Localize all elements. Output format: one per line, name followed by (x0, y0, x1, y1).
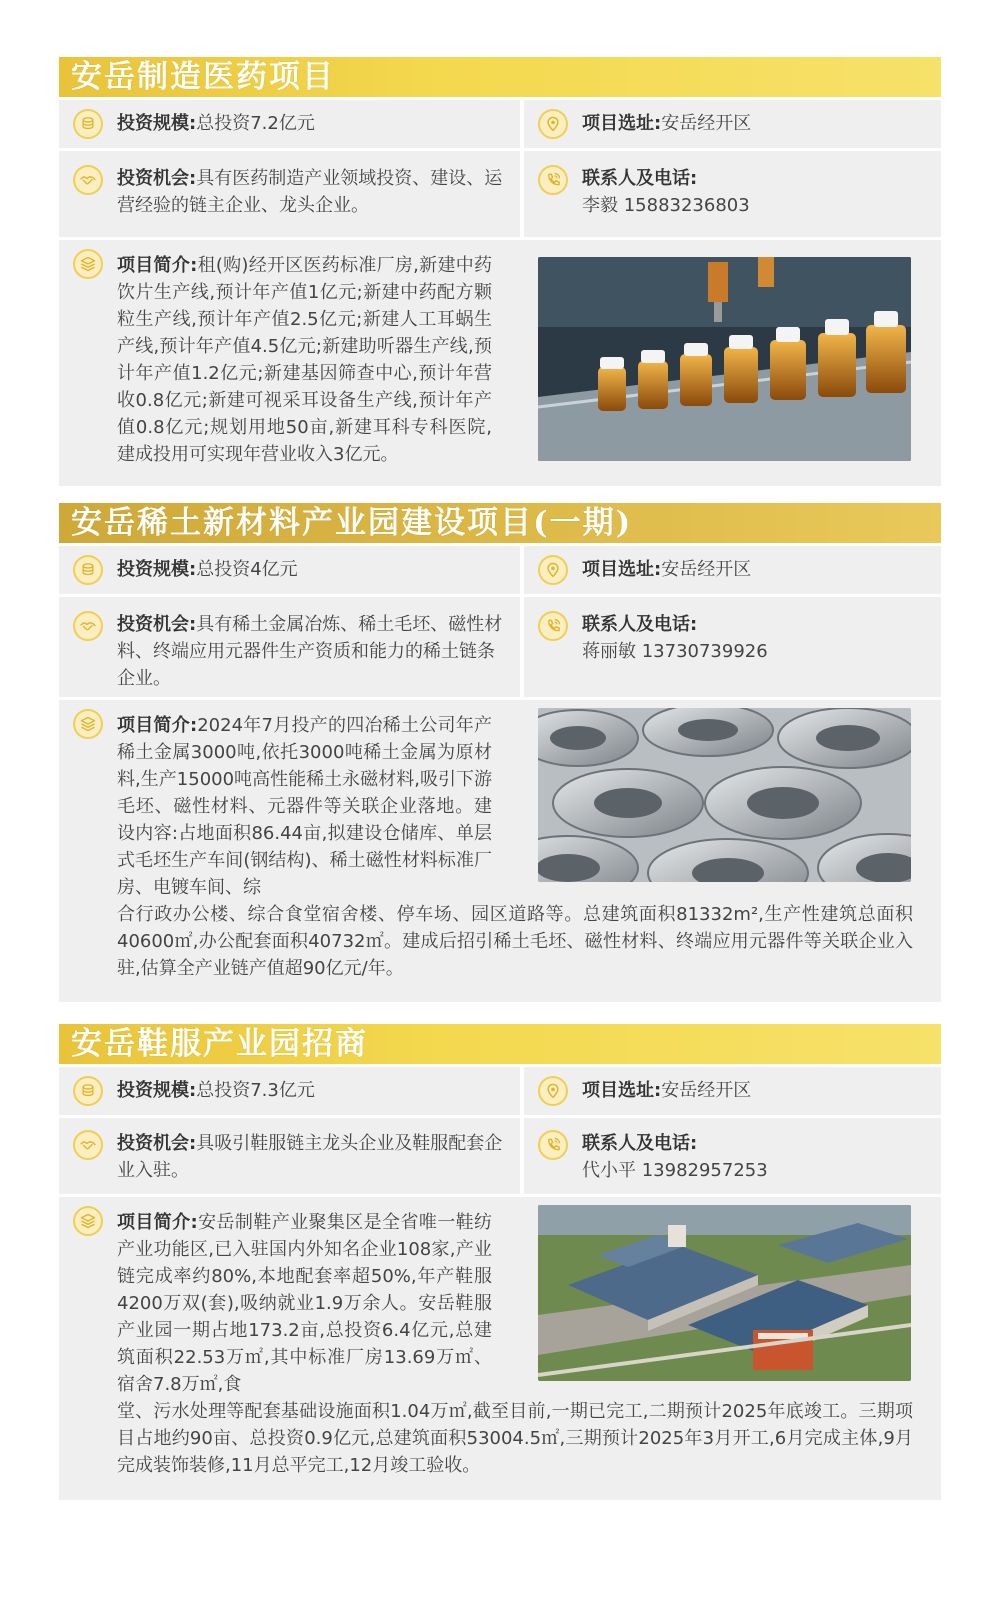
coins-icon (73, 555, 103, 585)
scale-cell (59, 1067, 520, 1115)
layers-icon (73, 249, 103, 279)
opportunity-value: 具有稀土金属冶炼、稀土毛坯、磁性材料、终端应用元器件生产资质和能力的稀土链条企业。 (117, 614, 503, 689)
scale-label: 投资规模: (117, 1080, 197, 1101)
opportunity-cell (59, 1118, 520, 1194)
scale-cell (59, 100, 520, 148)
site-cell (524, 1067, 941, 1115)
location-pin-icon (538, 555, 568, 585)
scale-value: 总投资4亿元 (196, 559, 298, 580)
summary-value: 租(购)经开区医药标准厂房,新建中药饮片生产线,预计年产值1亿元;新建中药配方颗粒生产线,预计年产值2.5亿元;新建人工耳蜗生产线,预计年产值4.5亿元;新建助听器生产线,预计年产值1.2亿元;新建基因筛查中心,预计年营收0.8亿元;新建可视采耳设备生产线,预计年产值0.8亿元;规划用地50亩,新建耳科专科医院,建成投用可实现年营业收入3亿元。 (117, 255, 492, 465)
summary-cell (59, 1197, 941, 1500)
summary-label: 项目简介: (117, 1212, 198, 1233)
opportunity-label: 投资机会: (117, 1133, 197, 1154)
opportunity-cell (59, 597, 520, 697)
summary-label: 项目简介: (117, 715, 198, 736)
project-title-bar (59, 1024, 941, 1064)
handshake-icon (73, 611, 103, 641)
project-title: 安岳制造医药项目 (71, 59, 335, 95)
opportunity-label: 投资机会: (117, 168, 197, 189)
industrial-park-aerial-photo (538, 1205, 911, 1381)
opportunity-label: 投资机会: (117, 614, 197, 635)
summary-value: 安岳制鞋产业聚集区是全省唯一鞋纺产业功能区,已入驻国内外知名企业108家,产业链完成率约80%,本地配套率超50%,年产鞋服4200万双(套),吸纳就业1.9万余人。安岳鞋服产业园一期占地173.2亩,总投资6.4亿元,总建筑面积22.53万㎡,其中标准厂房13.69万㎡、宿舍7.8万㎡,食 (117, 1212, 493, 1395)
contact-value: 蒋丽敏 13730739926 (582, 641, 768, 662)
metal-rings-photo (538, 708, 911, 882)
handshake-icon (73, 1130, 103, 1160)
summary-continued: 合行政办公楼、综合食堂宿舍楼、停车场、园区道路等。总建筑面积81332m²,生产性建筑总面积40600㎡,办公配套面积40732㎡。建成后招引稀土毛坯、磁性材料、终端应用元器件等关联企业入驻,估算全产业链产值超90亿元/年。 (117, 904, 913, 979)
contact-label: 联系人及电话: (582, 1133, 698, 1154)
opportunity-value: 具有医药制造产业领域投资、建设、运营经验的链主企业、龙头企业。 (117, 168, 503, 216)
location-pin-icon (538, 109, 568, 139)
summary-label: 项目简介: (117, 255, 198, 276)
phone-icon (538, 165, 568, 195)
summary-value: 2024年7月投产的四冶稀土公司年产稀土金属3000吨,依托3000吨稀土金属为原材料,生产15000吨高性能稀土永磁材料,吸引下游毛坯、磁性材料、元器件等关联企业落地。建设内容:占地面积86.44亩,拟建设仓储库、单层式毛坯生产车间(钢结构)、稀土磁性材料标准厂房、电镀车间、综 (117, 715, 493, 898)
location-pin-icon (538, 1076, 568, 1106)
site-value: 安岳经开区 (661, 559, 752, 580)
contact-label: 联系人及电话: (582, 168, 698, 189)
layers-icon (73, 709, 103, 739)
contact-value: 代小平 13982957253 (582, 1160, 768, 1181)
scale-label: 投资规模: (117, 113, 197, 134)
project-card-pharma (59, 57, 941, 486)
site-cell (524, 546, 941, 594)
handshake-icon (73, 165, 103, 195)
scale-value: 总投资7.2亿元 (196, 113, 315, 134)
project-card-footwear (59, 1024, 941, 1500)
layers-icon (73, 1206, 103, 1236)
site-label: 项目选址: (582, 113, 662, 134)
summary-cell (59, 700, 941, 1002)
pharma-production-photo (538, 257, 911, 461)
contact-cell (524, 597, 941, 697)
contact-value: 李毅 15883236803 (582, 195, 750, 216)
contact-cell (524, 151, 941, 237)
site-cell (524, 100, 941, 148)
summary-cell (59, 240, 941, 486)
project-title-bar (59, 503, 941, 543)
site-value: 安岳经开区 (661, 113, 752, 134)
site-value: 安岳经开区 (661, 1080, 752, 1101)
opportunity-cell (59, 151, 520, 237)
project-title: 安岳稀土新材料产业园建设项目(一期) (71, 505, 633, 541)
project-title-bar (59, 57, 941, 97)
site-label: 项目选址: (582, 559, 662, 580)
summary-continued: 堂、污水处理等配套基础设施面积1.04万㎡,截至目前,一期已完工,二期预计2025年底竣工。三期项目占地约90亩、总投资0.9亿元,总建筑面积53004.5㎡,三期预计2025年3月开工,6月完成主体,9月完成装饰装修,11月总平完工,12月竣工验收。 (117, 1401, 913, 1476)
coins-icon (73, 1076, 103, 1106)
contact-cell (524, 1118, 941, 1194)
project-card-rare-earth (59, 503, 941, 1002)
coins-icon (73, 109, 103, 139)
scale-cell (59, 546, 520, 594)
project-title: 安岳鞋服产业园招商 (71, 1026, 368, 1062)
scale-value: 总投资7.3亿元 (196, 1080, 315, 1101)
scale-label: 投资规模: (117, 559, 197, 580)
phone-icon (538, 1130, 568, 1160)
site-label: 项目选址: (582, 1080, 662, 1101)
contact-label: 联系人及电话: (582, 614, 698, 635)
opportunity-value: 具吸引鞋服链主龙头企业及鞋服配套企业入驻。 (117, 1133, 503, 1181)
phone-icon (538, 611, 568, 641)
